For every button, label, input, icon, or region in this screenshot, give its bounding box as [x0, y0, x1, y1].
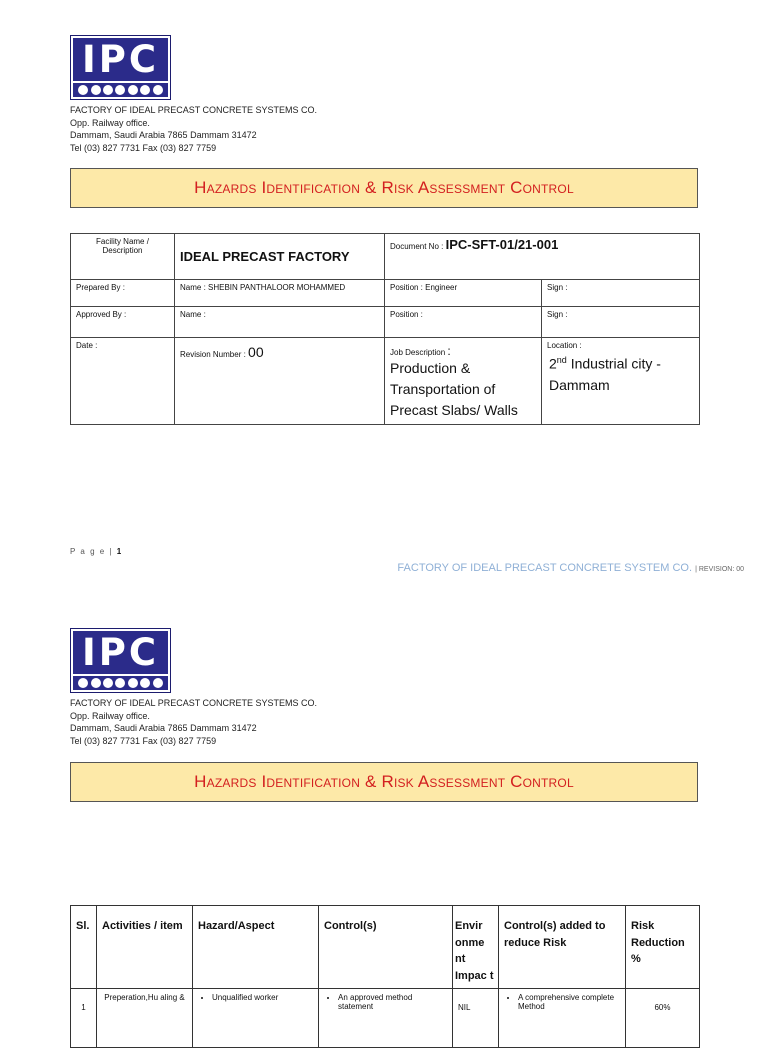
- facility-label: Facility Name / Description: [71, 234, 175, 280]
- row-activity: Preperation,Hu aling &: [97, 989, 193, 1048]
- footer-revision: | REVISION: 00: [695, 566, 744, 573]
- approved-sign: Sign :: [542, 307, 700, 338]
- logo-dots: [73, 676, 168, 690]
- risk-assessment-table: [70, 905, 700, 1048]
- job-description-label: Job Description: [390, 348, 446, 357]
- logo-dot: [78, 678, 88, 688]
- company-name: FACTORY OF IDEAL PRECAST CONCRETE SYSTEMS CO.: [70, 698, 318, 708]
- page-number: P a g e | 1: [70, 547, 123, 556]
- col-activities: Activities / item: [97, 906, 193, 989]
- page-number-value: 1: [116, 547, 123, 556]
- row-added-control: • A comprehensive complete Method: [518, 993, 620, 1011]
- revision-label: Revision Number :: [180, 350, 246, 359]
- col-controls: Control(s): [319, 906, 453, 989]
- revision-value: 00: [248, 344, 264, 360]
- document-no-label: Document No :: [390, 242, 444, 251]
- logo-dot: [128, 85, 138, 95]
- facility-value: IDEAL PRECAST FACTORY: [180, 249, 350, 264]
- approved-by-label: Approved By :: [71, 307, 175, 338]
- company-address-line: Dammam, Saudi Arabia 7865 Dammam 31472: [70, 723, 257, 733]
- logo-dot: [115, 678, 125, 688]
- logo-dot: [91, 85, 101, 95]
- prepared-sign: Sign :: [542, 280, 700, 307]
- table-row: [71, 989, 700, 1048]
- company-name: FACTORY OF IDEAL PRECAST CONCRETE SYSTEMS CO.: [70, 105, 318, 115]
- date-label: Date :: [71, 338, 175, 425]
- location-value-wrap: [547, 350, 694, 396]
- row-hazard: • Unqualified worker: [212, 993, 313, 1002]
- col-hazard: Hazard/Aspect: [193, 906, 319, 989]
- prepared-position: Position : Engineer: [385, 280, 542, 307]
- logo-dot: [153, 678, 163, 688]
- approved-position: Position :: [385, 307, 542, 338]
- company-address-line: Opp. Railway office.: [70, 710, 150, 721]
- logo-dot: [153, 85, 163, 95]
- company-phone: Tel (03) 827 7731 Fax (03) 827 7759: [70, 735, 217, 746]
- logo-dot: [128, 678, 138, 688]
- document-no-value: IPC-SFT-01/21-001: [445, 237, 559, 252]
- logo-text: IPC: [73, 38, 168, 81]
- row-env: NIL: [453, 989, 499, 1048]
- row-reduction: 60%: [626, 989, 700, 1048]
- company-address: [70, 697, 317, 747]
- document-info-table: Facility Name / Description IDEAL PRECAST FACTORY Document No : IPC-SFT-01/21-001 Prepared By : Name : SHEBIN PANTHALOOR MOHAMMED Position : Engineer Sign : Approved By : Name : Position : Sign : Date : Revision Number : 00 Job Description : Production & Transportation of Precast Slabs/ Walls Location : 2nd Industrial city - Dammam: [70, 233, 700, 425]
- logo-text: IPC: [73, 631, 168, 674]
- col-risk-reduction: Risk Reduction %: [626, 906, 700, 989]
- document-title: Hazards Identification & Risk Assessment Control: [70, 168, 698, 208]
- job-description-value: Production & Transportation of Precast Slabs/ Walls: [390, 360, 518, 418]
- location-sup: nd: [556, 355, 567, 365]
- logo-dot: [115, 85, 125, 95]
- row-sl: 1: [71, 989, 97, 1048]
- company-logo: [70, 628, 171, 693]
- location-value: Industrial city - Dammam: [549, 355, 661, 393]
- col-controls-added: Control(s) added to reduce Risk: [499, 906, 626, 989]
- logo-dot: [78, 85, 88, 95]
- footer-company: [397, 562, 744, 574]
- logo-dot: [140, 678, 150, 688]
- logo-dot: [103, 678, 113, 688]
- prepared-by-label: Prepared By :: [71, 280, 175, 307]
- logo-dot: [103, 85, 113, 95]
- company-logo: [70, 35, 171, 100]
- document-title: Hazards Identification & Risk Assessment Control: [70, 762, 698, 802]
- location-prefix: 2: [549, 355, 557, 372]
- logo-dot: [91, 678, 101, 688]
- footer-company-name: FACTORY OF IDEAL PRECAST CONCRETE SYSTEM CO.: [397, 562, 693, 574]
- company-address-line: Dammam, Saudi Arabia 7865 Dammam 31472: [70, 130, 257, 140]
- company-address-line: Opp. Railway office.: [70, 117, 150, 128]
- company-phone: Tel (03) 827 7731 Fax (03) 827 7759: [70, 142, 217, 153]
- prepared-name: Name : SHEBIN PANTHALOOR MOHAMMED: [175, 280, 385, 307]
- row-control: • An approved method statement: [338, 993, 447, 1011]
- page-label: P a g e: [70, 547, 106, 556]
- col-sl: Sl.: [71, 906, 97, 989]
- location-label: Location :: [547, 341, 582, 350]
- approved-name: Name :: [175, 307, 385, 338]
- logo-dot: [140, 85, 150, 95]
- company-address: [70, 104, 317, 154]
- logo-dots: [73, 83, 168, 97]
- col-env-impact: Envir onme nt Impac t: [453, 906, 499, 989]
